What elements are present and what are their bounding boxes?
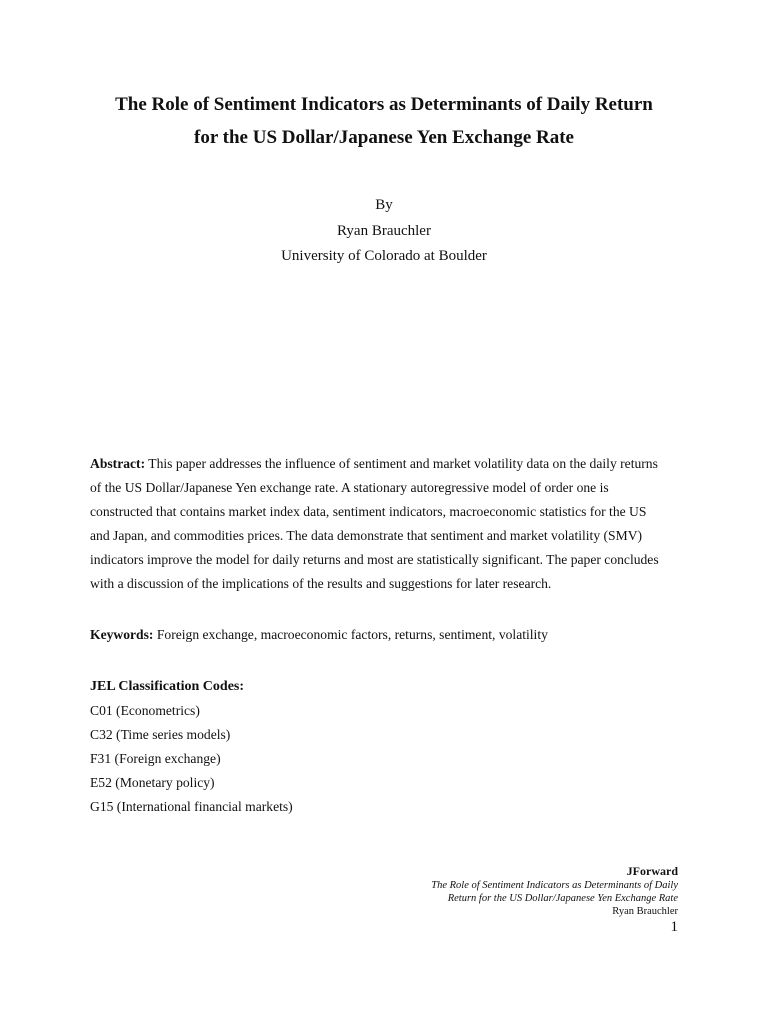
keywords-label: Keywords: (90, 627, 154, 642)
paper-title-line-2: for the US Dollar/Japanese Yen Exchange Rate (194, 127, 574, 148)
author-affiliation: University of Colorado at Boulder (281, 248, 487, 264)
abstract-line: indicators improve the model for daily returns and most are statistically significant. The paper concludes (90, 552, 659, 567)
page-number: 1 (670, 919, 678, 935)
jel-code: G15 (International financial markets) (90, 799, 293, 814)
abstract-label: Abstract: (90, 456, 146, 471)
journal-name: JForward (626, 864, 678, 878)
abstract-line: constructed that contains market index data, sentiment indicators, macroeconomic statistics for the US (90, 504, 647, 519)
paper-title (60, 88, 708, 154)
by-label: By (375, 197, 393, 213)
jel-code: C01 (Econometrics) (90, 703, 200, 718)
abstract-line (90, 452, 682, 476)
jel-classification (90, 675, 293, 819)
footer-author: Ryan Brauchler (612, 906, 678, 918)
abstract (90, 452, 682, 596)
paper-title-line-1: The Role of Sentiment Indicators as Determinants of Daily Return (115, 94, 653, 115)
footer-title-line-2: Return for the US Dollar/Japanese Yen Exchange Rate (447, 893, 678, 905)
abstract-line: and Japan, and commodities prices. The data demonstrate that sentiment and market volatility (SMV) (90, 528, 643, 543)
abstract-line: of the US Dollar/Japanese Yen exchange rate. A stationary autoregressive model of order one is (90, 480, 609, 495)
byline (0, 193, 768, 270)
jel-code: F31 (Foreign exchange) (90, 751, 221, 766)
abstract-line: with a discussion of the implications of the results and suggestions for later research. (90, 576, 552, 591)
jel-heading: JEL Classification Codes: (90, 679, 245, 694)
page-footer (431, 863, 678, 919)
author-name: Ryan Brauchler (337, 222, 431, 239)
abstract-text: This paper addresses the influence of sentiment and market volatility data on the daily returns (145, 456, 658, 471)
jel-code: E52 (Monetary policy) (90, 775, 215, 790)
footer-title-line-1: The Role of Sentiment Indicators as Determinants of Daily (431, 880, 678, 891)
keywords-text: Foreign exchange, macroeconomic factors, returns, sentiment, volatility (153, 627, 548, 642)
jel-code: C32 (Time series models) (90, 727, 231, 742)
keywords (90, 623, 548, 647)
